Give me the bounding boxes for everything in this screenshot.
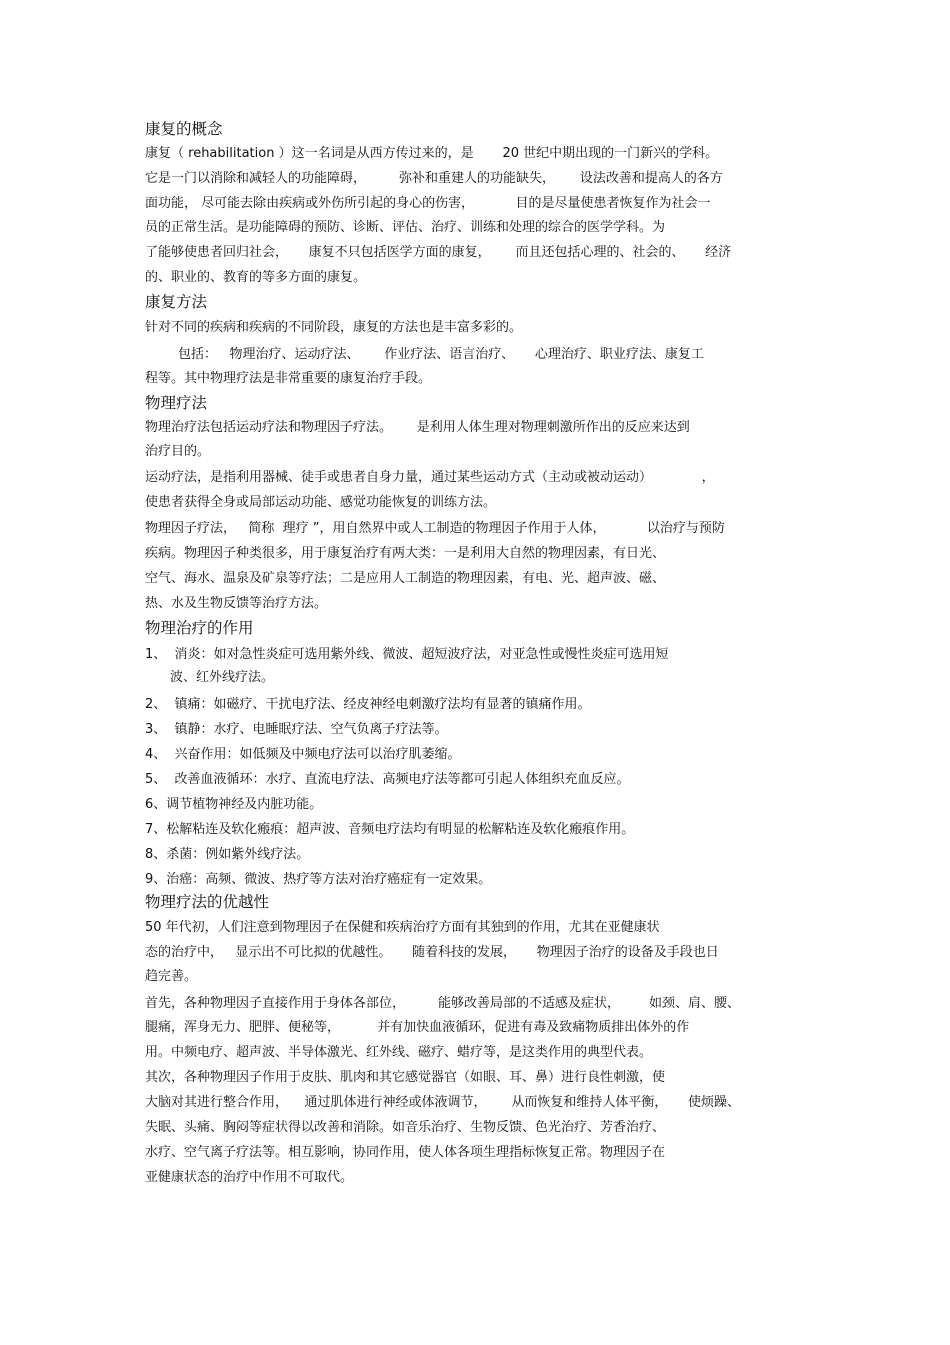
- text-line: 物理因子疗法， 简称 理疗 ”，用自然界中或人工制造的物理因子作用于人体， 以治疗与预防: [145, 521, 725, 536]
- text-line: 50 年代初，人们注意到物理因子在保健和疾病治疗方面有其独到的作用，尤其在亚健康状: [145, 920, 660, 935]
- section-heading: 物理疗法的优越性: [145, 893, 270, 911]
- list-item: 6、调节植物神经及内脏功能。: [145, 797, 323, 812]
- text-line: 大脑对其进行整合作用， 通过肌体进行神经或体液调节， 从而恢复和维持人体平衡， 使烦躁、: [145, 1095, 740, 1110]
- section-heading: 康复的概念: [145, 120, 223, 138]
- section-heading: 康复方法: [145, 293, 208, 311]
- text-line: 面功能， 尽可能去除由疾病或外伤所引起的身心的伤害， 目的是尽量使患者恢复作为社会一: [145, 196, 711, 211]
- text-line: 了能够使患者回归社会， 康复不只包括医学方面的康复， 而且还包括心理的、社会的、 经济: [145, 245, 732, 260]
- text-line: 空气、海水、温泉及矿泉等疗法；二是应用人工制造的物理因素，有电、光、超声波、磁、: [145, 571, 666, 586]
- text-line: 用。中频电疗、超声波、半导体激光、红外线、磁疗、蜡疗等，是这类作用的典型代表。: [145, 1045, 653, 1060]
- text-line: 热、水及生物反馈等治疗方法。: [145, 596, 328, 611]
- list-item: 1、 消炎：如对急性炎症可选用紫外线、微波、超短波疗法，对亚急性或慢性炎症可选用短: [145, 647, 669, 662]
- text-line: 使患者获得全身或局部运动功能、感觉功能恢复的训练方法。: [145, 495, 497, 510]
- text-line: 治疗目的。: [145, 444, 211, 459]
- text-line: 水疗、空气离子疗法等。相互影响，协同作用，使人体各项生理指标恢复正常。物理因子在: [145, 1145, 666, 1160]
- text-line: 的、职业的、教育的等多方面的康复。: [145, 270, 367, 285]
- list-item: 5、 改善血液循环：水疗、直流电疗法、高频电疗法等都可引起人体组织充血反应。: [145, 772, 630, 787]
- text-line: 趋完善。: [145, 969, 198, 984]
- text-line: 运动疗法，是指利用器械、徒手或患者自身力量，通过某些运动方式（主动或被动运动） ，: [145, 470, 715, 485]
- text-line: 其次，各种物理因子作用于皮肤、肌肉和其它感觉器官（如眼、耳、鼻）进行良性刺激，使: [145, 1070, 666, 1085]
- text-line: 程等。其中物理疗法是非常重要的康复治疗手段。: [145, 371, 432, 386]
- text-line: 失眠、头痛、胸闷等症状得以改善和消除。如音乐治疗、生物反馈、色光治疗、芳香治疗、: [145, 1120, 666, 1135]
- list-item: 4、 兴奋作用：如低频及中频电疗法可以治疗肌萎缩。: [145, 747, 461, 762]
- text-line: 针对不同的疾病和疾病的不同阶段，康复的方法也是丰富多彩的。: [145, 320, 523, 335]
- text-line: 腿痛，浑身无力、肥胖、便秘等， 并有加快血液循环，促进有毒及致痛物质排出体外的作: [145, 1020, 690, 1035]
- text-line: 疾病。物理因子种类很多，用于康复治疗有两大类：一是利用大自然的物理因素，有日光、: [145, 546, 666, 561]
- text-line: 员的正常生活。是功能障碍的预防、诊断、评估、治疗、训练和处理的综合的医学学科。为: [145, 220, 666, 235]
- list-item: 9、治癌：高频、微波、热疗等方法对治疗癌症有一定效果。: [145, 872, 492, 887]
- list-item: 8、杀菌：例如紫外线疗法。: [145, 847, 310, 862]
- list-item: 2、 镇痛：如磁疗、干扰电疗法、经皮神经电刺激疗法均有显著的镇痛作用。: [145, 697, 591, 712]
- list-item: 7、松解粘连及软化瘢痕：超声波、音频电疗法均有明显的松解粘连及软化瘢痕作用。: [145, 822, 635, 837]
- text-line: 亚健康状态的治疗中作用不可取代。: [145, 1170, 354, 1185]
- text-line: 包括： 物理治疗、运动疗法、 作业疗法、语言治疗、 心理治疗、职业疗法、康复工: [145, 347, 704, 362]
- text-line: 态的治疗中， 显示出不可比拟的优越性。 随着科技的发展， 物理因子治疗的设备及手段也日: [145, 945, 719, 960]
- section-heading: 物理治疗的作用: [145, 619, 254, 637]
- text-line: 它是一门以消除和减轻人的功能障碍， 弥补和重建人的功能缺失， 设法改善和提高人的各方: [145, 171, 723, 186]
- list-item: 3、 镇静：水疗、电睡眠疗法、空气负离子疗法等。: [145, 722, 448, 737]
- text-line: 物理治疗法包括运动疗法和物理因子疗法。 是利用人体生理对物理刺激所作出的反应来达到: [145, 420, 690, 435]
- section-heading: 物理疗法: [145, 394, 208, 412]
- list-item-continuation: 波、红外线疗法。: [170, 670, 275, 685]
- text-line: 康复（ rehabilitation ）这一名词是从西方传过来的，是 20 世纪中期出现的一门新兴的学科。: [145, 146, 719, 161]
- text-line: 首先，各种物理因子直接作用于身体各部位， 能够改善局部的不适感及症状， 如颈、肩、腰、: [145, 996, 740, 1011]
